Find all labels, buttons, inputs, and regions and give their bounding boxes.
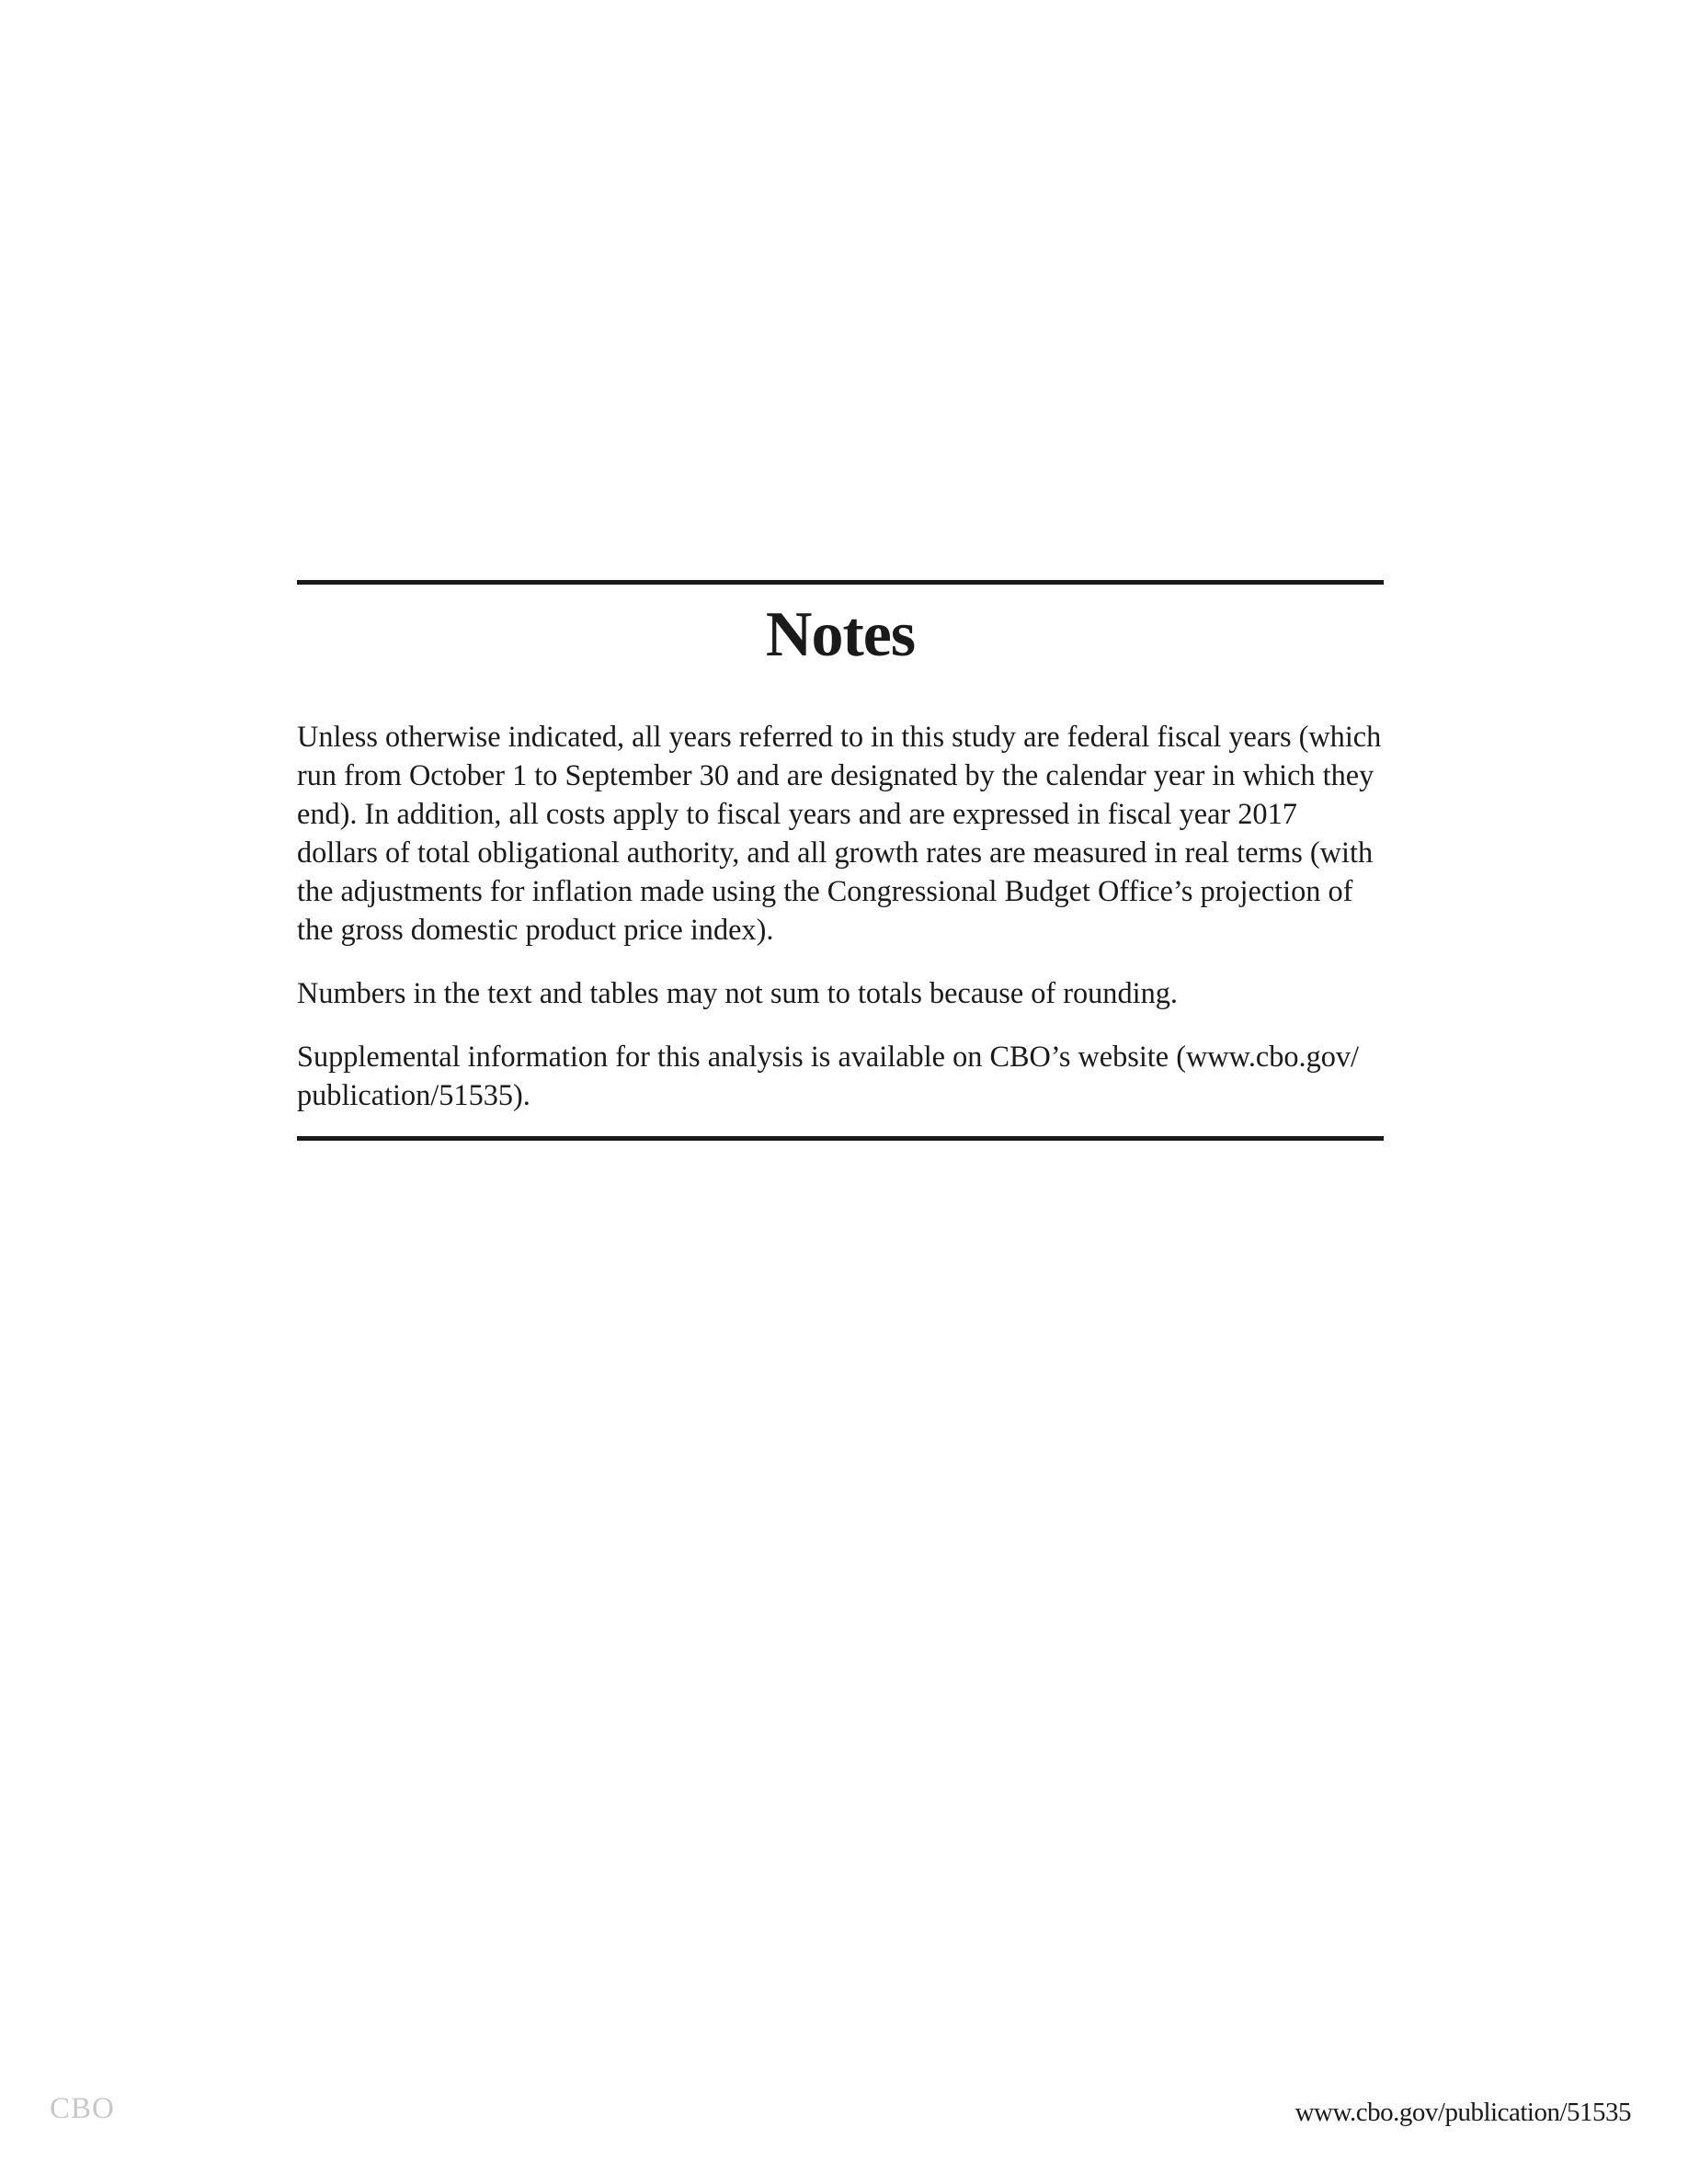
notes-paragraph-supplemental: Supplemental information for this analysis is available on CBO’s website (www.cbo.gov/ publication/51535). xyxy=(297,1040,1360,1111)
notes-section xyxy=(297,580,1384,1141)
notes-body xyxy=(297,717,1384,1114)
footer-cbo-mark: CBO xyxy=(50,2092,115,2125)
notes-title: Notes xyxy=(765,599,916,670)
bottom-rule xyxy=(297,1136,1384,1141)
footer-url: www.cbo.gov/publication/51535 xyxy=(1295,2098,1631,2127)
notes-paragraph-rounding: Numbers in the text and tables may not sum to totals because of rounding. xyxy=(297,976,1178,1009)
top-rule xyxy=(297,580,1384,585)
notes-paragraph-fiscal-years: Unless otherwise indicated, all years referred to in this study are federal fiscal years (which run from October 1 to September 30 and are designated by the calendar year in which they end). In addition, all costs apply to fiscal years and are expressed in fiscal year 2017 dollars of total obligational authority, and all growth rates are measured in real terms (with the adjustments for inflation made using the Congressional Budget Office’s projection of the gross domestic product price index). xyxy=(297,720,1382,946)
